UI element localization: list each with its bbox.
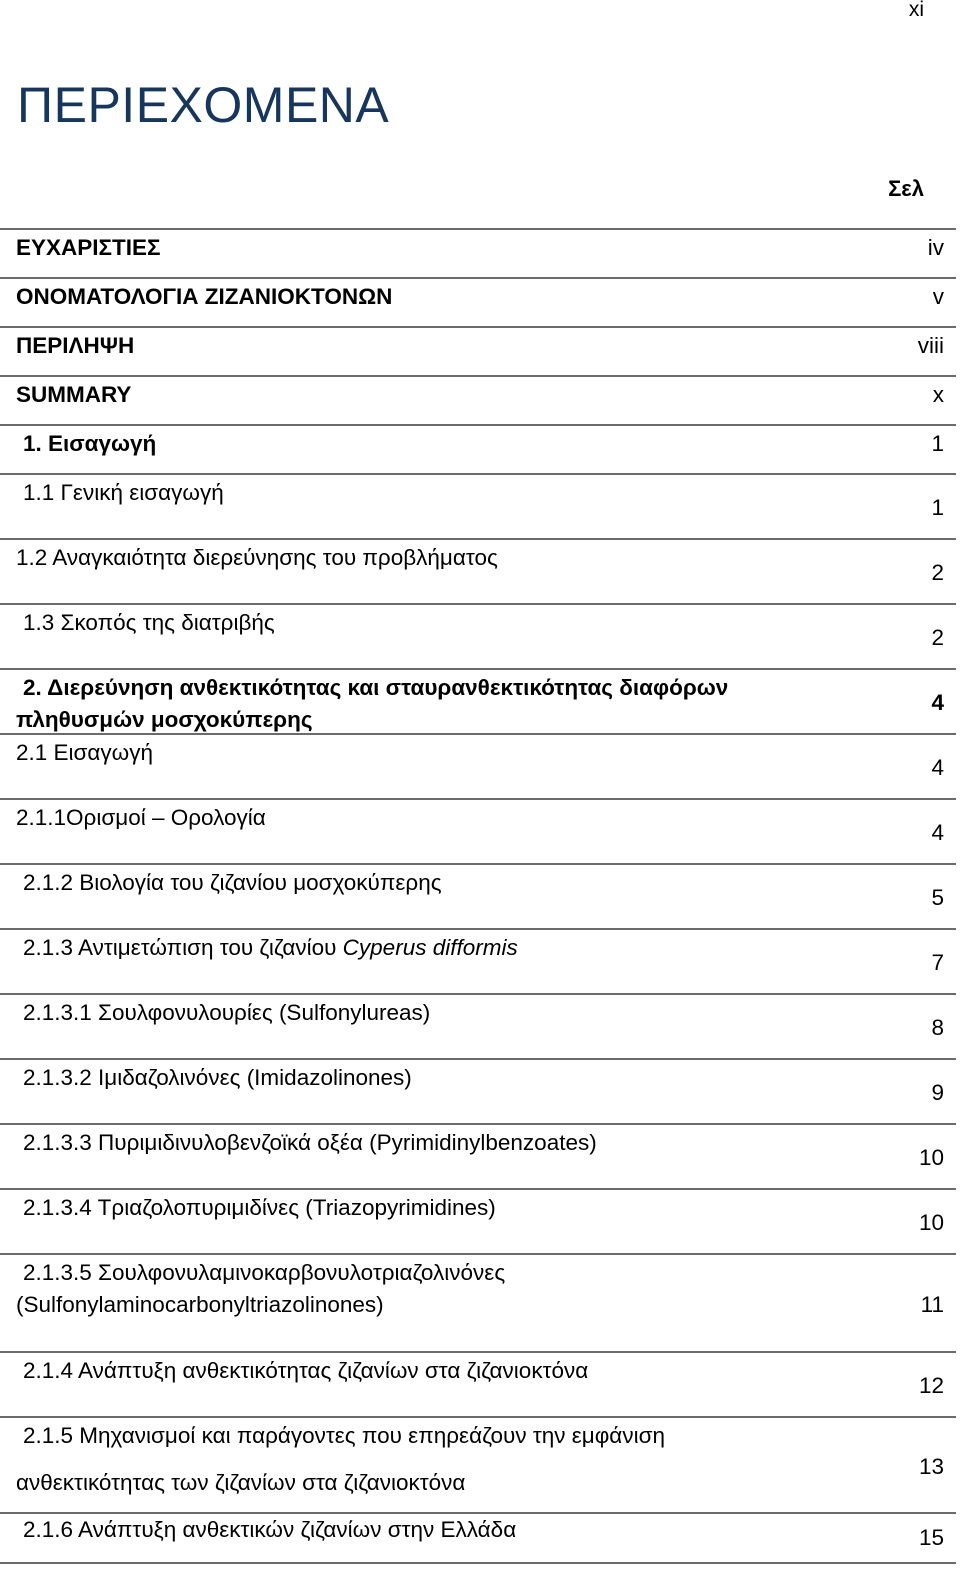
toc-entry-page: x	[932, 382, 944, 407]
toc-row[interactable]	[0, 1253, 956, 1351]
toc-entry-page: iv	[927, 235, 944, 260]
page-title: ΠΕΡΙΕΧΟΜΕΝΑ	[17, 77, 390, 133]
toc-row[interactable]	[0, 668, 956, 733]
toc-entry-label-italic: Cyperus difformis	[342, 935, 518, 960]
toc-entry-label: ΕΥΧΑΡΙΣΤΙΕΣ	[16, 235, 161, 260]
toc-entry-label: 1.2 Αναγκαιότητα διερεύνησης του προβλήματος	[16, 545, 498, 570]
toc-entry-page: 1	[931, 495, 944, 520]
toc-entry-label: 2.1.3.4 Τριαζολοπυριμιδίνες (Triazopyrimidines)	[23, 1195, 496, 1220]
toc-entry-page: 8	[931, 1015, 944, 1040]
toc-entry-page: 7	[931, 950, 944, 975]
toc-row[interactable]	[0, 993, 956, 1058]
toc-row[interactable]	[0, 326, 956, 375]
toc-row[interactable]	[0, 1512, 956, 1564]
toc-entry-label: 1.1 Γενική εισαγωγή	[23, 480, 224, 505]
toc-row[interactable]	[0, 1351, 956, 1416]
page-column-header: Σελ	[888, 176, 924, 201]
toc-entry-page: 1	[931, 431, 944, 456]
toc-row[interactable]	[0, 928, 956, 993]
toc-row[interactable]	[0, 1188, 956, 1253]
toc-entry-label: 2.1.3.3 Πυριμιδινυλοβενζοϊκά οξέα (Pyrimidinylbenzoates)	[23, 1130, 597, 1155]
toc-entry-label-line2: πληθυσμών μοσχοκύπερης	[16, 707, 313, 732]
toc-entry-label: ΠΕΡΙΛΗΨΗ	[16, 333, 135, 358]
toc-entry-label: 2.1.4 Ανάπτυξη ανθεκτικότητας ζιζανίων στα ζιζανιοκτόνα	[23, 1358, 589, 1383]
toc-entry-page: 9	[931, 1080, 944, 1105]
toc-entry-label: 2.1.2 Βιολογία του ζιζανίου μοσχοκύπερης	[23, 870, 442, 895]
toc-entry-label-line1: 2. Διερεύνηση ανθεκτικότητας και σταυρανθεκτικότητας διαφόρων	[23, 675, 729, 700]
toc-entry-page: 4	[931, 755, 944, 780]
toc-entry-page: 2	[931, 625, 944, 650]
toc-entry-page: 4	[931, 820, 944, 845]
toc-entry-label: 2.1.3.1 Σουλφονυλουρίες (Sulfonylureas)	[23, 1000, 431, 1025]
toc-entry-page: 10	[918, 1145, 944, 1170]
toc-entry-label: 1.3 Σκοπός της διατριβής	[23, 610, 275, 635]
toc-entry-page: 11	[920, 1292, 944, 1317]
toc-row[interactable]	[0, 1416, 956, 1512]
toc-row[interactable]	[0, 228, 956, 277]
toc-entry-label-line1: 2.1.5 Μηχανισμοί και παράγοντες που επηρεάζουν την εμφάνιση	[23, 1423, 665, 1448]
toc-entry-label-line2: (Sulfonylaminocarbonyltriazolinones)	[16, 1292, 384, 1317]
table-of-contents	[0, 228, 956, 1564]
toc-row[interactable]	[0, 424, 956, 473]
toc-entry-page: v	[932, 284, 944, 309]
toc-entry-label: SUMMARY	[16, 382, 132, 407]
toc-entry-page: 2	[931, 560, 944, 585]
toc-row[interactable]	[0, 1123, 956, 1188]
toc-row[interactable]	[0, 733, 956, 798]
toc-entry-page: 15	[918, 1525, 944, 1550]
toc-entry-label: 2.1.3.2 Ιμιδαζολινόνες (Imidazolinones)	[23, 1065, 412, 1090]
toc-entry-page: 5	[931, 885, 944, 910]
toc-entry-label: 1. Εισαγωγή	[23, 431, 157, 456]
toc-entry-page: 10	[918, 1210, 944, 1235]
toc-row[interactable]	[0, 603, 956, 668]
toc-entry-label: 2.1.1Ορισμοί – Ορολογία	[16, 805, 266, 830]
toc-entry-page: 13	[918, 1454, 944, 1479]
toc-row[interactable]	[0, 538, 956, 603]
toc-entry-label-line1: 2.1.3.5 Σουλφονυλαμινοκαρβονυλοτριαζολινόνες	[23, 1260, 506, 1285]
toc-row[interactable]	[0, 863, 956, 928]
toc-row[interactable]	[0, 375, 956, 424]
toc-entry-page: 4	[931, 690, 944, 715]
toc-entry-label	[23, 932, 786, 964]
toc-entry-label: 2.1.6 Ανάπτυξη ανθεκτικών ζιζανίων στην Ελλάδα	[23, 1517, 517, 1542]
toc-entry-label: ΟΝΟΜΑΤΟΛΟΓΙΑ ΖΙΖΑΝΙΟΚΤΟΝΩΝ	[16, 284, 393, 309]
toc-row[interactable]	[0, 277, 956, 326]
page-number: xi	[908, 0, 924, 21]
toc-entry-page: 12	[918, 1373, 944, 1398]
toc-row[interactable]	[0, 1058, 956, 1123]
toc-entry-label-line2: ανθεκτικότητας των ζιζανίων στα ζιζανιοκτόνα	[16, 1470, 466, 1495]
toc-row[interactable]	[0, 473, 956, 538]
toc-entry-page: viii	[917, 333, 944, 358]
toc-row[interactable]	[0, 798, 956, 863]
toc-entry-label: 2.1 Εισαγωγή	[16, 740, 154, 765]
toc-entry-label-text: 2.1.3 Αντιμετώπιση του ζιζανίου	[23, 935, 343, 960]
